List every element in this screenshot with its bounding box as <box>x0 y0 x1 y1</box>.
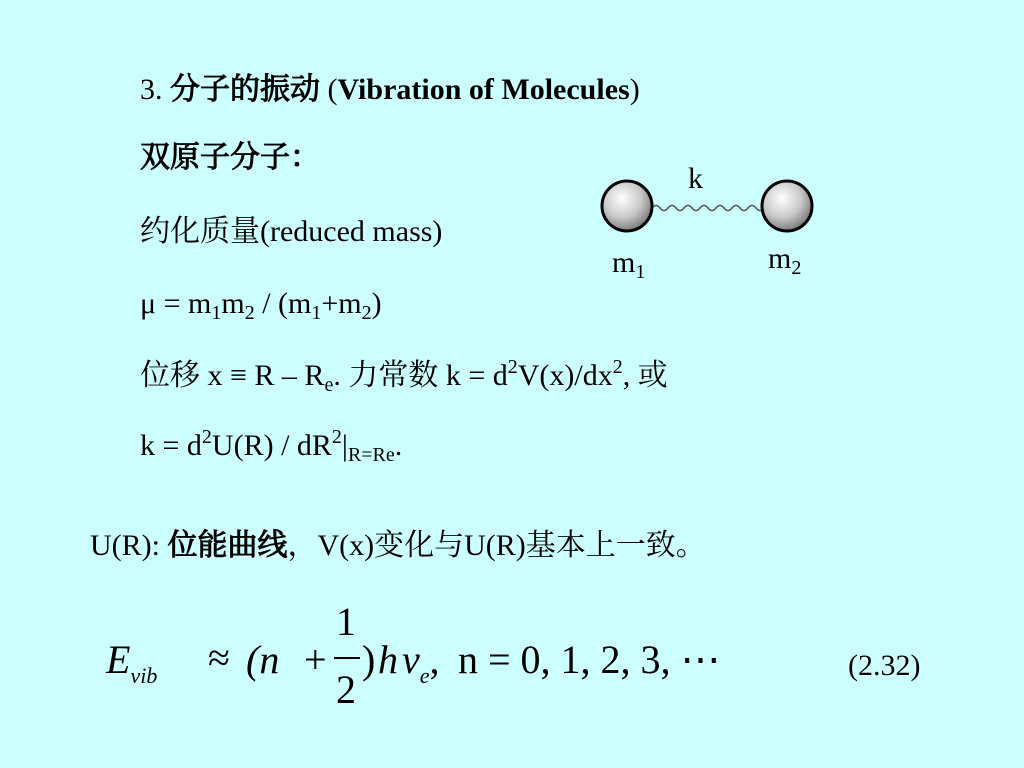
fraction-denominator: 2 <box>336 667 356 712</box>
k-formula-part: . <box>394 429 403 462</box>
reduced-mass-label: 约化质量(reduced mass) <box>140 215 443 248</box>
nu-letter: ν <box>402 637 420 682</box>
k-formula-sup: 2 <box>201 426 212 448</box>
frequency-nu <box>402 637 440 696</box>
section-title-cn: 分子的振动 <box>170 73 320 106</box>
potential-term: 位能曲线 <box>167 529 288 562</box>
k-formula-sup: 2 <box>331 426 342 448</box>
diatomic-label: 双原子分子： <box>140 141 320 174</box>
mass-1-sub: 1 <box>635 261 646 283</box>
mass-2-label <box>768 242 802 279</box>
mu-formula-sub: 1 <box>311 302 322 324</box>
displacement-part: , 或 <box>622 359 668 392</box>
approx-sign: ≈ <box>208 635 230 680</box>
potential-line <box>90 528 706 564</box>
displacement-sub: e <box>324 374 334 396</box>
plus-sign: + <box>304 637 327 682</box>
displacement-line <box>140 358 668 394</box>
mu-formula-sub: 2 <box>361 302 372 324</box>
k-formula-sub: R=Re <box>347 444 395 466</box>
atom-1-icon <box>602 181 652 231</box>
mu-formula-part: m <box>221 287 245 320</box>
mu-formula-part: / (m <box>254 287 312 320</box>
mu-formula-part: +m <box>321 287 362 320</box>
section-number: 3. <box>140 73 163 106</box>
open-paren-n: (n <box>246 637 280 682</box>
nu-comma: , <box>429 637 440 682</box>
mass-1-label <box>612 246 646 283</box>
nu-sub: e <box>419 663 430 688</box>
k-formula-part: U(R) / dR <box>211 429 332 462</box>
planck-h: h <box>378 637 398 682</box>
energy-symbol <box>106 637 158 696</box>
k-formula-part: | <box>341 429 348 462</box>
mu-formula <box>140 286 382 322</box>
energy-sub: vib <box>130 663 158 688</box>
spring-constant-label: k <box>688 162 703 195</box>
energy-letter: E <box>106 637 131 682</box>
displacement-sup: 2 <box>507 356 518 378</box>
section-heading <box>140 72 640 108</box>
section-title-en: Vibration of Molecules <box>337 73 630 106</box>
close-paren: ) <box>362 637 376 682</box>
displacement-sup: 2 <box>612 356 623 378</box>
quantum-number-values: n = 0, 1, 2, 3, ⋯ <box>458 637 721 682</box>
equation-number: (2.32) <box>848 649 921 682</box>
k-formula-line <box>140 428 402 464</box>
diatomic-molecule-diagram <box>590 160 830 290</box>
spring-icon <box>652 206 766 211</box>
displacement-part: V(x)/dx <box>517 359 613 392</box>
section-paren-open: ( <box>327 73 338 106</box>
mass-2-sub: 2 <box>791 257 802 279</box>
fraction-bar <box>334 657 360 659</box>
mass-2-letter: m <box>768 242 792 275</box>
section-paren-close: ) <box>629 73 640 106</box>
k-formula-part: k = d <box>140 429 202 462</box>
mu-formula-part: μ = m <box>140 287 212 320</box>
atom-2-icon <box>762 181 812 231</box>
mu-formula-sub: 1 <box>211 302 222 324</box>
mu-formula-sub: 2 <box>244 302 255 324</box>
potential-rest: ，V(x)变化与U(R)基本上一致。 <box>287 529 706 562</box>
mu-formula-part: ) <box>371 287 382 320</box>
potential-prefix: U(R): <box>90 529 168 562</box>
displacement-part: 位移 x ≡ R – R <box>140 359 325 392</box>
mass-1-letter: m <box>612 246 636 279</box>
displacement-part: . 力常数 k = d <box>333 359 508 392</box>
fraction-numerator: 1 <box>336 599 356 644</box>
vibrational-energy-equation <box>96 598 956 718</box>
